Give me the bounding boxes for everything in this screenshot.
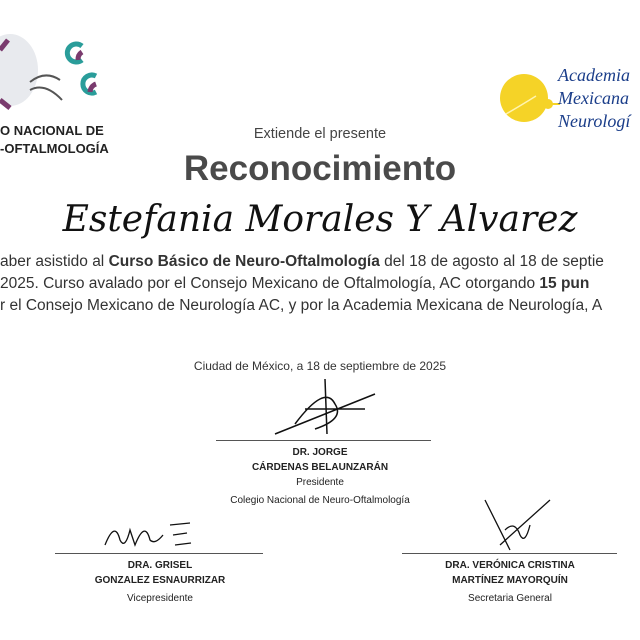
signatory-surname: MARTÍNEZ MAYORQUÍN	[452, 575, 568, 586]
certificate-title: Reconocimiento	[183, 149, 457, 188]
signatory-org: Colegio Nacional de Neuro-Oftalmología	[230, 495, 410, 506]
academia-line3: Neurologí	[558, 111, 631, 131]
body-line-3: r el Consejo Mexicano de Neurología AC, y por la Academia Mexicana de Neurología, A	[0, 297, 603, 314]
signatory-secretary	[390, 558, 630, 610]
signatory-role: Secretaria General	[468, 593, 552, 604]
colegio-logo-line2: -OFTALMOLOGÍA	[0, 141, 109, 156]
body-text: aber asistido al	[0, 253, 109, 270]
recipient-name: Estefania Morales Y Alvarez	[62, 199, 578, 240]
course-name: Curso Básico de Neuro-Oftalmología	[108, 253, 380, 270]
signatory-name: DRA. GRISEL	[127, 560, 193, 571]
signatory-role: Presidente	[296, 477, 344, 488]
signature-line	[216, 440, 431, 441]
date-location: Ciudad de México, a 18 de septiembre de 2025	[193, 359, 447, 373]
body-text: del 18 de agosto al 18 de septie	[379, 253, 604, 270]
intro-text: Extiende el presente	[253, 126, 387, 142]
academia-line2: Mexicana	[558, 88, 629, 108]
signature-vicepresident	[95, 515, 205, 553]
signatory-role: Vicepresidente	[127, 593, 193, 604]
body-line-1	[0, 252, 604, 272]
body-text: 2025. Curso avalado por el Consejo Mexicano de Oftalmología, AC otorgando	[0, 275, 540, 292]
colegio-logo-mark	[0, 30, 110, 110]
signatory-surname: GONZALEZ ESNAURRIZAR	[94, 575, 226, 586]
academia-logo-mark	[496, 66, 560, 130]
signature-secretary	[470, 495, 560, 553]
colegio-logo-line1: O NACIONAL DE	[0, 123, 104, 138]
signature-line	[55, 553, 263, 554]
academia-line1: Academia	[558, 65, 630, 85]
signatory-vicepresident	[40, 558, 280, 610]
points: 15 pun	[539, 275, 590, 292]
body-line-2	[0, 274, 589, 294]
signatory-name: DRA. VERÓNICA CRISTINA	[445, 560, 575, 571]
signature-line	[402, 553, 617, 554]
signatory-name: DR. JORGE	[292, 447, 348, 458]
signature-president	[265, 376, 395, 440]
signatory-surname: CÁRDENAS BELAUNZARÁN	[251, 462, 389, 473]
signatory-president	[170, 445, 470, 512]
academia-logo	[496, 62, 640, 132]
